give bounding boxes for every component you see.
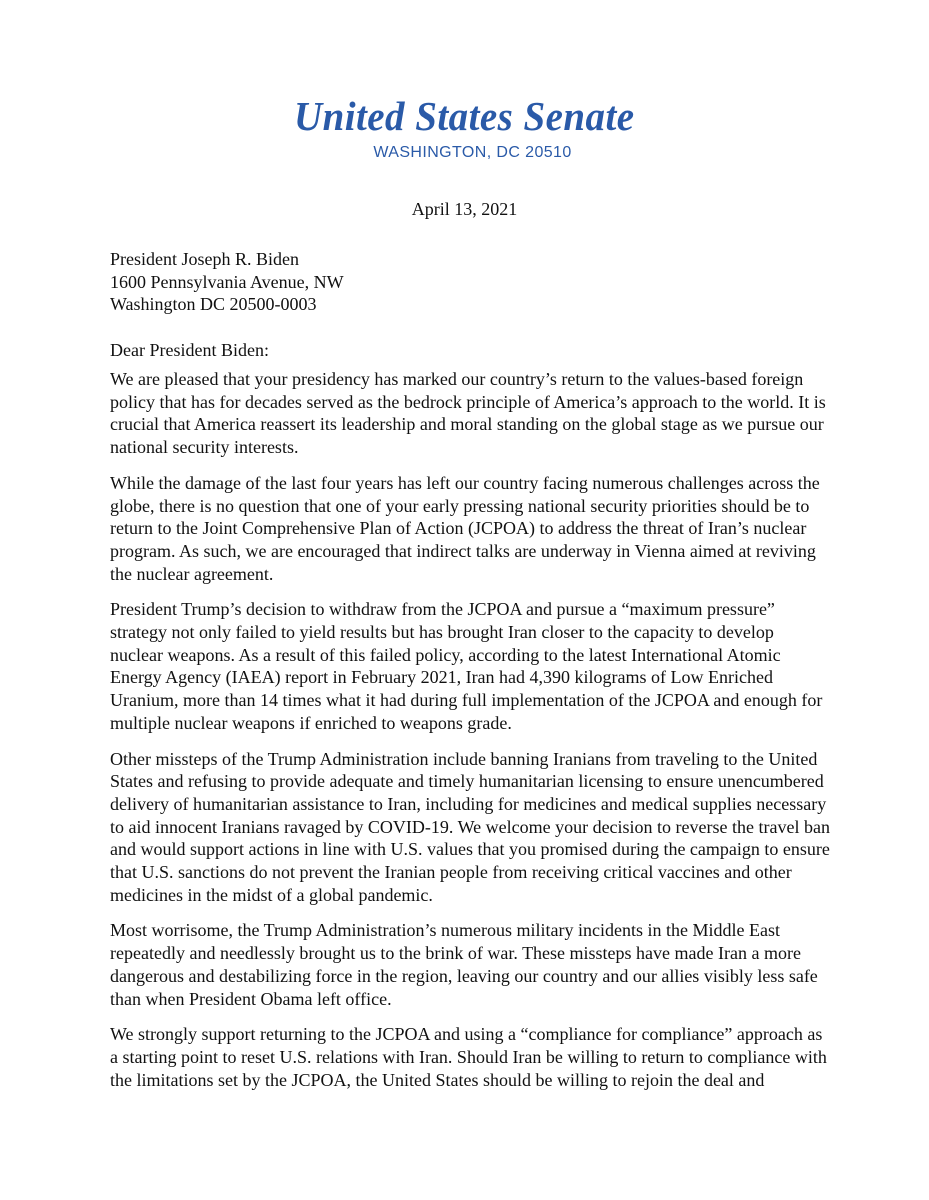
- recipient-street: 1600 Pennsylvania Avenue, NW: [110, 271, 344, 292]
- body-paragraph: We are pleased that your presidency has marked our country’s return to the values-based foreign policy that has for decades served as the bedrock principle of America’s approach to the world. It is crucial that America reassert its leadership and moral standing on the global stage as we pursue our national security interests.: [110, 369, 826, 458]
- salutation: Dear President Biden:: [110, 340, 269, 360]
- recipient-name: President Joseph R. Biden: [110, 249, 299, 269]
- letterhead: [0, 92, 929, 164]
- body-paragraph: While the damage of the last four years has left our country facing numerous challenges across the globe, there is no question that one of your early pressing national security priorities should be to return to the Joint Comprehensive Plan of Action (JCPOA) to address the threat of Iran’s nuclear program. As such, we are encouraged that indirect talks are underway in Vienna aimed at reviving the nuclear agreement.: [110, 472, 820, 584]
- body-paragraph: We strongly support returning to the JCPOA and using a “compliance for compliance” approach as a starting point to reset U.S. relations with Iran. Should Iran be willing to return to compliance with the limitations set by the JCPOA, the United States should be willing to rejoin the deal and: [110, 1024, 827, 1090]
- body-paragraph: President Trump’s decision to withdraw from the JCPOA and pursue a “maximum pressure” strategy not only failed to yield results but has brought Iran closer to the capacity to develop nuclear weapons. As a result of this failed policy, according to the latest International Atomic Energy Agency (IAEA) report in February 2021, Iran had 4,390 kilograms of Low Enriched Uranium, more than 14 times what it had during full implementation of the JCPOA and enough for multiple nuclear weapons if enriched to weapons grade.: [110, 599, 823, 733]
- body-paragraph: Other missteps of the Trump Administration include banning Iranians from traveling to the United States and refusing to provide adequate and timely humanitarian licensing to ensure unencumbered delivery of humanitarian assistance to Iran, including for medicines and medical supplies necessary to aid innocent Iranians ravaged by COVID-19. We welcome your decision to reverse the travel ban and would support actions in line with U.S. values that you promised during the campaign to ensure that U.S. sanctions do not prevent the Iranian people from receiving critical vaccines and other medicines in the midst of a global pandemic.: [110, 748, 830, 905]
- body-paragraph: Most worrisome, the Trump Administration’s numerous military incidents in the Middle East repeatedly and needlessly brought us to the brink of war. These missteps have made Iran a more dangerous and destabilizing force in the region, leaving our country and our allies visibly less safe than when President Obama left office.: [110, 920, 818, 1009]
- recipient-city: Washington DC 20500-0003: [110, 294, 317, 314]
- letter-date: April 13, 2021: [411, 199, 518, 219]
- letterhead-city: WASHINGTON, DC 20510: [373, 144, 572, 161]
- letter-body: [110, 368, 830, 1104]
- recipient-address: [110, 248, 344, 316]
- letterhead-title: United States Senate: [294, 93, 635, 139]
